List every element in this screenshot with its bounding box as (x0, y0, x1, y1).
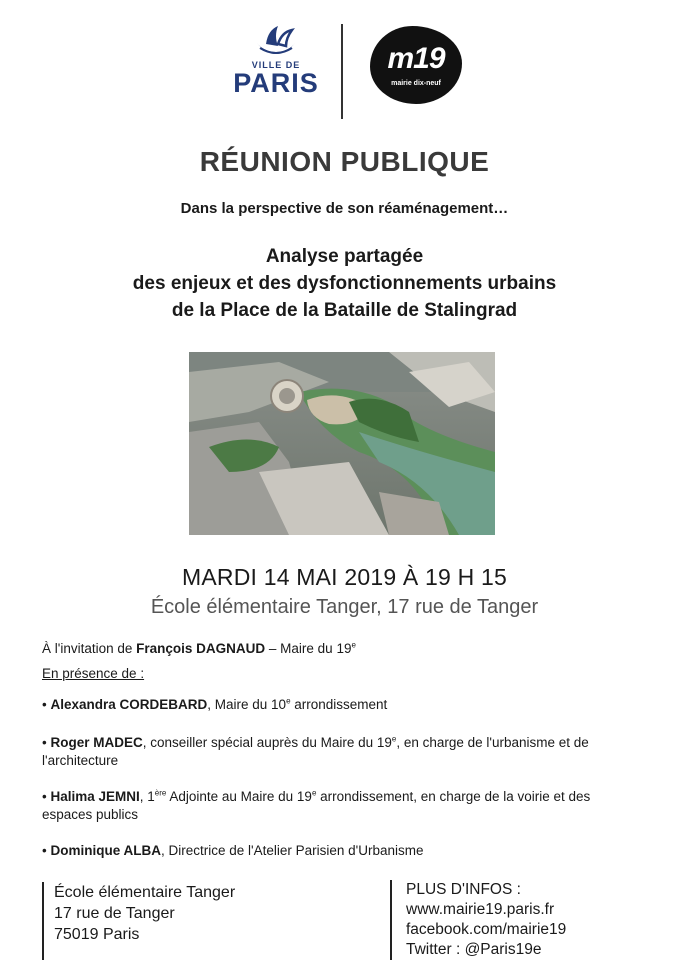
attendee-role: , 1 (139, 789, 155, 804)
attendee-role: , Maire du 10 (207, 697, 287, 712)
footer-info (390, 880, 666, 960)
headline-line: des enjeux et des dysfonctionnements urbains (132, 273, 557, 294)
logos-header (0, 22, 689, 122)
attendee-name: Halima JEMNI (50, 789, 140, 804)
m19-blob (370, 26, 462, 104)
facebook-link[interactable]: facebook.com/mairie19 (406, 921, 567, 938)
logo-divider (341, 24, 343, 119)
headline-line: de la Place de la Bataille de Stalingrad (171, 300, 518, 321)
attendee-role-sup: e (311, 788, 317, 798)
event-date: MARDI 14 MAI 2019 À 19 H 15 (182, 564, 507, 590)
invitation-line (42, 640, 356, 658)
subtitle: Dans la perspective de son réaménagement… (180, 200, 509, 217)
attendee-name: Dominique ALBA (50, 843, 161, 858)
attendee-role: arrondissement (290, 697, 388, 712)
ville-de-paris-logo (226, 22, 326, 117)
aerial-photo-stalingrad (189, 352, 495, 535)
m19-subtext: mairie dix-neuf (391, 80, 441, 87)
attendee-item: • Halima JEMNI, 1ère Adjointe au Maire du 19e arrondissement, en charge de la voirie et des espaces publics (42, 788, 591, 822)
attendee-role: , Directrice de l'Atelier Parisien d'Urbanisme (160, 843, 424, 858)
event-location: École élémentaire Tanger, 17 rue de Tanger (150, 596, 539, 618)
footer-address (42, 882, 304, 960)
twitter-handle[interactable]: Twitter : @Paris19e (406, 941, 542, 958)
attendee-name: Roger MADEC (50, 735, 143, 750)
ville-de-text: VILLE DE (251, 60, 301, 70)
m19-text: m19 (387, 42, 445, 75)
attendee-role: , conseiller spécial auprès du Maire du 19 (142, 735, 392, 750)
attendee-role: Adjointe au Maire du 19 (166, 789, 312, 804)
attendee-name: Alexandra CORDEBARD (50, 697, 208, 712)
website-link[interactable]: www.mairie19.paris.fr (406, 901, 555, 918)
footer-address-line: École élémentaire Tanger (54, 884, 236, 901)
host-role-sup: e (351, 640, 356, 650)
presence-label: En présence de : (42, 666, 145, 681)
attendee-role-sup: e (286, 696, 291, 706)
attendee-role: arrondissement, en charge de la voirie et des espaces publics (42, 789, 591, 822)
attendee-role: , en charge de l'urbanisme et de l'architecture (42, 735, 589, 768)
attendee-item: • Alexandra CORDEBARD, Maire du 10e arrondissement (42, 696, 388, 712)
attendee-role-sup: ère (154, 788, 167, 798)
ship-emblem-icon (248, 22, 304, 60)
host-role: – Maire du 19 (265, 641, 352, 656)
page-title: RÉUNION PUBLIQUE (199, 146, 490, 177)
host-name: François DAGNAUD (136, 641, 266, 656)
attendee-item: • Dominique ALBA, Directrice de l'Atelier Parisien d'Urbanisme (42, 843, 424, 858)
mairie-19-logo (370, 26, 462, 108)
attendee-item: • Roger MADEC, conseiller spécial auprès du Maire du 19e, en charge de l'urbanisme et de l'architecture (42, 734, 589, 768)
attendee-role-sup: e (391, 734, 397, 744)
footer-address-line: 17 rue de Tanger (54, 905, 175, 922)
invitation-prefix: À l'invitation de (42, 641, 137, 656)
headline-line: Analyse partagée (265, 246, 424, 267)
footer-info-heading: PLUS D'INFOS : (406, 881, 521, 898)
footer-address-line: 75019 Paris (54, 926, 140, 943)
headline (0, 243, 689, 324)
paris-text: PARIS (233, 68, 319, 98)
